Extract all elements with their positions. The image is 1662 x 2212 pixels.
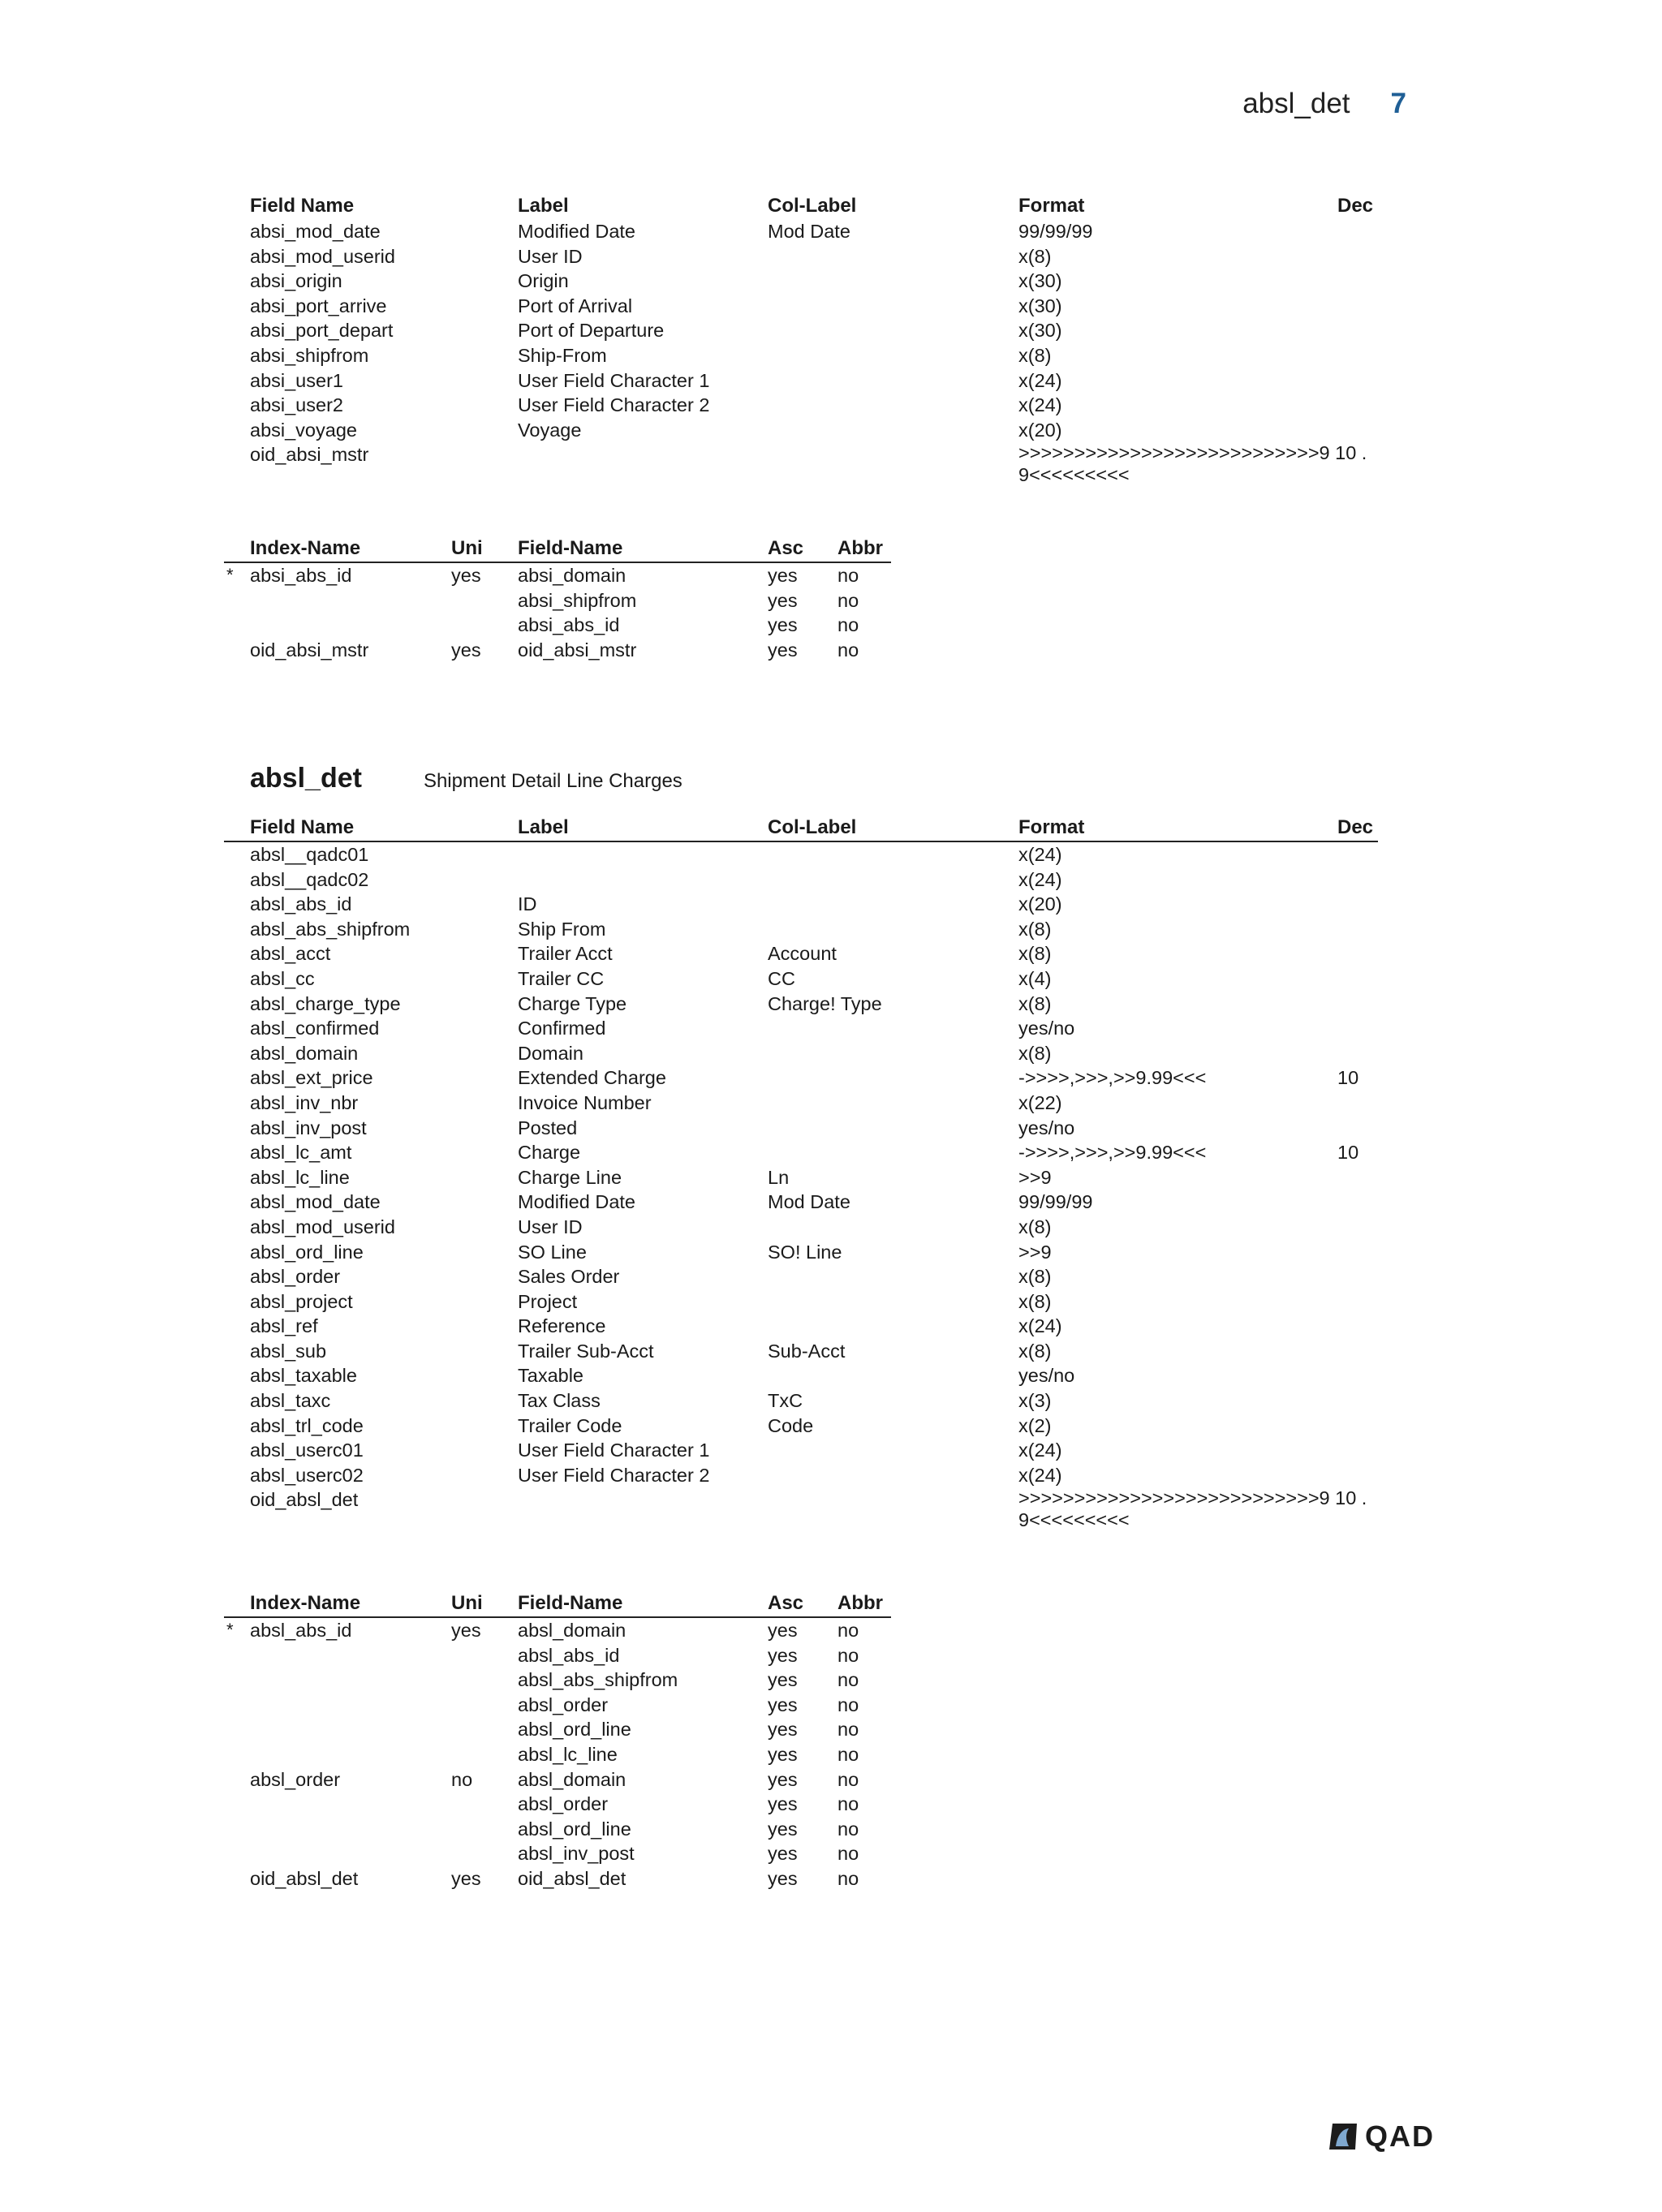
index-row xyxy=(224,1668,891,1693)
field-format: x(24) xyxy=(1018,868,1062,890)
field-rows xyxy=(224,219,1378,491)
index-abbreviated: no xyxy=(837,589,859,611)
field-label: Voyage xyxy=(518,419,582,441)
field-row xyxy=(224,1414,1378,1439)
field-format: yes/no xyxy=(1018,1117,1075,1138)
field-name: absl__qadc01 xyxy=(250,844,369,865)
field-row xyxy=(224,1091,1378,1116)
col-header-col-label: Col-Label xyxy=(768,816,857,838)
field-format: x(20) xyxy=(1018,419,1062,441)
field-name: absl_sub xyxy=(250,1340,327,1362)
col-header-asc: Asc xyxy=(768,1592,804,1614)
index-field-name: absi_domain xyxy=(518,565,626,586)
index-ascending: yes xyxy=(768,1818,798,1840)
field-row xyxy=(224,1116,1378,1141)
field-format: >>9 xyxy=(1018,1241,1052,1263)
index-row xyxy=(224,1767,891,1792)
field-label: Modified Date xyxy=(518,221,635,242)
field-name: absi_user2 xyxy=(250,394,343,416)
field-name: absl_trl_code xyxy=(250,1414,364,1436)
field-name: absl_lc_amt xyxy=(250,1142,352,1164)
index-abbreviated: no xyxy=(837,1743,859,1765)
col-header-label: Label xyxy=(518,816,569,838)
index-name: oid_absl_det xyxy=(250,1867,359,1889)
field-label: Port of Arrival xyxy=(518,295,633,316)
field-col-label: SO! Line xyxy=(768,1241,842,1263)
field-label: Invoice Number xyxy=(518,1091,652,1113)
index-field-name: absl_ord_line xyxy=(518,1818,631,1840)
field-name: absi_origin xyxy=(250,270,342,292)
col-header-format: Format xyxy=(1018,195,1085,217)
field-row xyxy=(224,294,1378,319)
field-format: x(24) xyxy=(1018,394,1062,416)
index-field-name: absl_order xyxy=(518,1693,609,1715)
field-name: absl_userc01 xyxy=(250,1440,364,1461)
index-row xyxy=(224,1866,891,1891)
running-header-title: absl_det xyxy=(1242,88,1350,119)
field-row xyxy=(224,1438,1378,1463)
index-abbreviated: no xyxy=(837,1768,859,1790)
index-row xyxy=(224,1792,891,1817)
index-name: absl_order xyxy=(250,1768,341,1790)
index-unique: yes xyxy=(451,1867,481,1889)
qad-logo xyxy=(1328,2119,1435,2154)
field-label: Project xyxy=(518,1290,578,1312)
field-row xyxy=(224,244,1378,269)
field-name: absi_shipfrom xyxy=(250,344,369,366)
field-col-label: Sub-Acct xyxy=(768,1340,846,1362)
field-name: absi_user1 xyxy=(250,369,343,391)
field-format: x(3) xyxy=(1018,1390,1052,1412)
index-field-name: absl_domain xyxy=(518,1768,626,1790)
field-format: x(8) xyxy=(1018,344,1052,366)
index-ascending: yes xyxy=(768,1867,798,1889)
field-col-label: Mod Date xyxy=(768,221,850,242)
index-ascending: yes xyxy=(768,1793,798,1815)
col-header-abbr: Abbr xyxy=(837,1592,883,1614)
field-name: absl_order xyxy=(250,1266,341,1288)
field-format: 99/99/99 xyxy=(1018,221,1093,242)
field-format: x(8) xyxy=(1018,1266,1052,1288)
index-abbreviated: no xyxy=(837,1793,859,1815)
col-header-dec: Dec xyxy=(1337,195,1374,217)
field-name: oid_absl_det xyxy=(250,1489,359,1511)
field-format: x(30) xyxy=(1018,295,1062,316)
field-format: >>>>>>>>>>>>>>>>>>>>>>>>>>>9 10 .9<<<<<<<<< xyxy=(1018,442,1367,486)
index-abbreviated: no xyxy=(837,1644,859,1666)
field-label: User Field Character 2 xyxy=(518,394,710,416)
field-row xyxy=(224,1264,1378,1289)
field-label: Ship-From xyxy=(518,344,607,366)
field-col-label: Account xyxy=(768,943,837,965)
field-name: absi_port_depart xyxy=(250,320,394,342)
field-label: Origin xyxy=(518,270,569,292)
primary-index-marker: * xyxy=(226,1620,234,1640)
qad-logo-text: QAD xyxy=(1365,2119,1435,2153)
field-label: Trailer Acct xyxy=(518,943,613,965)
field-decimals: 10 xyxy=(1337,1067,1359,1089)
col-header-field-name: Field Name xyxy=(250,816,355,838)
field-format: x(24) xyxy=(1018,1464,1062,1486)
field-row xyxy=(224,966,1378,992)
index-abbreviated: no xyxy=(837,1693,859,1715)
field-name: absl_confirmed xyxy=(250,1018,380,1039)
index-field-name: absl_inv_post xyxy=(518,1843,635,1865)
index-field-name: absl_lc_line xyxy=(518,1743,618,1765)
field-row xyxy=(224,1314,1378,1339)
field-label: User ID xyxy=(518,245,583,267)
field-name: absl_cc xyxy=(250,967,315,989)
col-header-index-name: Index-Name xyxy=(250,1592,361,1614)
index-ascending: yes xyxy=(768,614,798,636)
index-field-name: absi_abs_id xyxy=(518,614,620,636)
absl-field-table xyxy=(224,815,1378,1536)
field-label: Ship From xyxy=(518,918,606,940)
col-header-col-label: Col-Label xyxy=(768,195,857,217)
field-col-label: Charge! Type xyxy=(768,992,882,1014)
field-label: Sales Order xyxy=(518,1266,620,1288)
field-row xyxy=(224,1065,1378,1091)
field-row xyxy=(224,269,1378,294)
field-format: x(8) xyxy=(1018,918,1052,940)
field-row xyxy=(224,842,1378,867)
col-header-field: Field-Name xyxy=(518,537,623,559)
field-label: User ID xyxy=(518,1216,583,1237)
index-table-header xyxy=(224,536,891,563)
table-name: absl_det xyxy=(250,763,362,794)
index-ascending: yes xyxy=(768,1644,798,1666)
field-name: absl_taxc xyxy=(250,1390,331,1412)
field-name: absl_acct xyxy=(250,943,331,965)
field-format: yes/no xyxy=(1018,1018,1075,1039)
field-format: x(8) xyxy=(1018,992,1052,1014)
index-row xyxy=(224,563,891,588)
field-row xyxy=(224,892,1378,917)
col-header-uni: Uni xyxy=(451,537,483,559)
index-ascending: yes xyxy=(768,639,798,661)
field-format: x(8) xyxy=(1018,1042,1052,1064)
field-label: Charge Line xyxy=(518,1166,622,1188)
index-abbreviated: no xyxy=(837,614,859,636)
index-field-name: oid_absi_mstr xyxy=(518,639,637,661)
index-row xyxy=(224,1618,891,1643)
field-format: x(24) xyxy=(1018,1315,1062,1337)
field-format: x(24) xyxy=(1018,1440,1062,1461)
field-row xyxy=(224,867,1378,893)
absi-field-table xyxy=(224,193,1378,491)
field-row xyxy=(224,1289,1378,1315)
field-row xyxy=(224,1190,1378,1215)
field-row xyxy=(224,1165,1378,1190)
field-name: absl_abs_shipfrom xyxy=(250,918,411,940)
running-header xyxy=(1242,88,1406,128)
field-name: absl_mod_userid xyxy=(250,1216,395,1237)
index-row xyxy=(224,588,891,613)
field-format: x(30) xyxy=(1018,270,1062,292)
field-label: Extended Charge xyxy=(518,1067,666,1089)
index-abbreviated: no xyxy=(837,1669,859,1691)
field-row xyxy=(224,219,1378,244)
field-col-label: Code xyxy=(768,1414,814,1436)
index-field-name: absl_abs_shipfrom xyxy=(518,1669,678,1691)
field-label: SO Line xyxy=(518,1241,587,1263)
index-table-header xyxy=(224,1590,891,1618)
field-label: ID xyxy=(518,893,537,915)
col-header-asc: Asc xyxy=(768,537,804,559)
field-name: absl__qadc02 xyxy=(250,868,369,890)
index-name: absi_abs_id xyxy=(250,565,352,586)
index-ascending: yes xyxy=(768,589,798,611)
field-name: absl_taxable xyxy=(250,1365,357,1387)
field-decimals: 10 xyxy=(1337,1142,1359,1164)
field-name: absl_charge_type xyxy=(250,992,401,1014)
index-row xyxy=(224,1717,891,1742)
field-format: x(22) xyxy=(1018,1091,1062,1113)
field-row xyxy=(224,442,1378,491)
absi-index-table xyxy=(224,536,891,662)
field-label: Modified Date xyxy=(518,1191,635,1213)
index-field-name: absl_abs_id xyxy=(518,1644,620,1666)
index-unique: yes xyxy=(451,565,481,586)
field-row xyxy=(224,318,1378,343)
field-label: Tax Class xyxy=(518,1390,601,1412)
field-col-label: CC xyxy=(768,967,795,989)
col-header-index-name: Index-Name xyxy=(250,537,361,559)
index-unique: yes xyxy=(451,1620,481,1641)
index-ascending: yes xyxy=(768,1768,798,1790)
field-format: ->>>>,>>>,>>9.99<<< xyxy=(1018,1067,1207,1089)
field-name: absi_port_arrive xyxy=(250,295,387,316)
field-row xyxy=(224,1041,1378,1066)
field-format: x(8) xyxy=(1018,1216,1052,1237)
field-name: absl_userc02 xyxy=(250,1464,364,1486)
field-col-label: TxC xyxy=(768,1390,803,1412)
index-field-name: absl_ord_line xyxy=(518,1719,631,1741)
col-header-label: Label xyxy=(518,195,569,217)
index-ascending: yes xyxy=(768,565,798,586)
col-header-uni: Uni xyxy=(451,1592,483,1614)
field-name: absl_ord_line xyxy=(250,1241,364,1263)
field-label: User Field Character 1 xyxy=(518,369,710,391)
field-row xyxy=(224,393,1378,418)
field-label: Charge Type xyxy=(518,992,627,1014)
absl-index-table xyxy=(224,1590,891,1891)
index-abbreviated: no xyxy=(837,565,859,586)
field-name: absi_voyage xyxy=(250,419,357,441)
index-abbreviated: no xyxy=(837,639,859,661)
field-table-header xyxy=(224,193,1378,219)
col-header-field-name: Field Name xyxy=(250,195,355,217)
index-abbreviated: no xyxy=(837,1719,859,1741)
field-row xyxy=(224,1215,1378,1240)
field-name: absl_domain xyxy=(250,1042,359,1064)
field-format: x(24) xyxy=(1018,844,1062,865)
index-unique: yes xyxy=(451,639,481,661)
page-number: 7 xyxy=(1390,88,1406,119)
field-rows xyxy=(224,842,1378,1536)
index-name: oid_absi_mstr xyxy=(250,639,369,661)
index-field-name: absi_shipfrom xyxy=(518,589,637,611)
field-format: x(30) xyxy=(1018,320,1062,342)
field-format: x(24) xyxy=(1018,369,1062,391)
field-row xyxy=(224,1487,1378,1536)
field-name: oid_absi_mstr xyxy=(250,444,369,466)
index-ascending: yes xyxy=(768,1719,798,1741)
index-row xyxy=(224,638,891,663)
field-format: >>9 xyxy=(1018,1166,1052,1188)
field-name: absl_abs_id xyxy=(250,893,352,915)
field-table-header xyxy=(224,815,1378,842)
index-abbreviated: no xyxy=(837,1867,859,1889)
col-header-dec: Dec xyxy=(1337,816,1374,838)
index-ascending: yes xyxy=(768,1743,798,1765)
field-format: x(2) xyxy=(1018,1414,1052,1436)
field-row xyxy=(224,1140,1378,1165)
field-format: x(4) xyxy=(1018,967,1052,989)
index-row xyxy=(224,613,891,638)
field-format: yes/no xyxy=(1018,1365,1075,1387)
index-field-name: absl_order xyxy=(518,1793,609,1815)
field-format: x(8) xyxy=(1018,1340,1052,1362)
field-row xyxy=(224,1016,1378,1041)
field-row xyxy=(224,368,1378,394)
field-row xyxy=(224,941,1378,966)
index-row xyxy=(224,1693,891,1718)
field-label: Port of Departure xyxy=(518,320,665,342)
field-label: Trailer CC xyxy=(518,967,605,989)
field-row xyxy=(224,992,1378,1017)
field-label: User Field Character 2 xyxy=(518,1464,710,1486)
field-label: User Field Character 1 xyxy=(518,1440,710,1461)
field-name: absl_lc_line xyxy=(250,1166,350,1188)
index-unique: no xyxy=(451,1768,473,1790)
index-rows xyxy=(224,563,891,662)
index-row xyxy=(224,1643,891,1668)
field-format: x(8) xyxy=(1018,943,1052,965)
table-description: Shipment Detail Line Charges xyxy=(423,770,682,792)
field-row xyxy=(224,1388,1378,1414)
field-label: Confirmed xyxy=(518,1018,606,1039)
field-row xyxy=(224,1363,1378,1388)
field-row xyxy=(224,418,1378,443)
index-field-name: absl_domain xyxy=(518,1620,626,1641)
index-row xyxy=(224,1817,891,1842)
field-name: absi_mod_date xyxy=(250,221,381,242)
field-row xyxy=(224,1240,1378,1265)
field-format: >>>>>>>>>>>>>>>>>>>>>>>>>>>9 10 .9<<<<<<<<< xyxy=(1018,1487,1367,1531)
field-label: Reference xyxy=(518,1315,606,1337)
field-name: absi_mod_userid xyxy=(250,245,395,267)
index-abbreviated: no xyxy=(837,1843,859,1865)
field-row xyxy=(224,1339,1378,1364)
index-row xyxy=(224,1841,891,1866)
index-ascending: yes xyxy=(768,1843,798,1865)
field-row xyxy=(224,343,1378,368)
field-label: Trailer Code xyxy=(518,1414,622,1436)
index-ascending: yes xyxy=(768,1669,798,1691)
qad-logo-icon xyxy=(1328,2122,1360,2151)
col-header-format: Format xyxy=(1018,816,1085,838)
field-name: absl_project xyxy=(250,1290,353,1312)
primary-index-marker: * xyxy=(226,565,234,585)
field-col-label: Ln xyxy=(768,1166,790,1188)
field-label: Domain xyxy=(518,1042,583,1064)
field-name: absl_inv_post xyxy=(250,1117,367,1138)
field-name: absl_inv_nbr xyxy=(250,1091,359,1113)
col-header-abbr: Abbr xyxy=(837,537,883,559)
field-label: Charge xyxy=(518,1142,581,1164)
field-name: absl_ref xyxy=(250,1315,318,1337)
field-format: x(8) xyxy=(1018,245,1052,267)
field-name: absl_ext_price xyxy=(250,1067,373,1089)
index-name: absl_abs_id xyxy=(250,1620,352,1641)
field-format: x(20) xyxy=(1018,893,1062,915)
table-heading xyxy=(250,763,682,794)
field-name: absl_mod_date xyxy=(250,1191,381,1213)
index-rows xyxy=(224,1618,891,1891)
col-header-field: Field-Name xyxy=(518,1592,623,1614)
index-field-name: oid_absl_det xyxy=(518,1867,626,1889)
field-format: x(8) xyxy=(1018,1290,1052,1312)
index-row xyxy=(224,1742,891,1767)
field-row xyxy=(224,917,1378,942)
field-row xyxy=(224,1463,1378,1488)
index-abbreviated: no xyxy=(837,1818,859,1840)
index-ascending: yes xyxy=(768,1620,798,1641)
field-col-label: Mod Date xyxy=(768,1191,850,1213)
field-label: Taxable xyxy=(518,1365,583,1387)
field-label: Posted xyxy=(518,1117,578,1138)
field-format: 99/99/99 xyxy=(1018,1191,1093,1213)
index-abbreviated: no xyxy=(837,1620,859,1641)
field-format: ->>>>,>>>,>>9.99<<< xyxy=(1018,1142,1207,1164)
field-label: Trailer Sub-Acct xyxy=(518,1340,654,1362)
index-ascending: yes xyxy=(768,1693,798,1715)
